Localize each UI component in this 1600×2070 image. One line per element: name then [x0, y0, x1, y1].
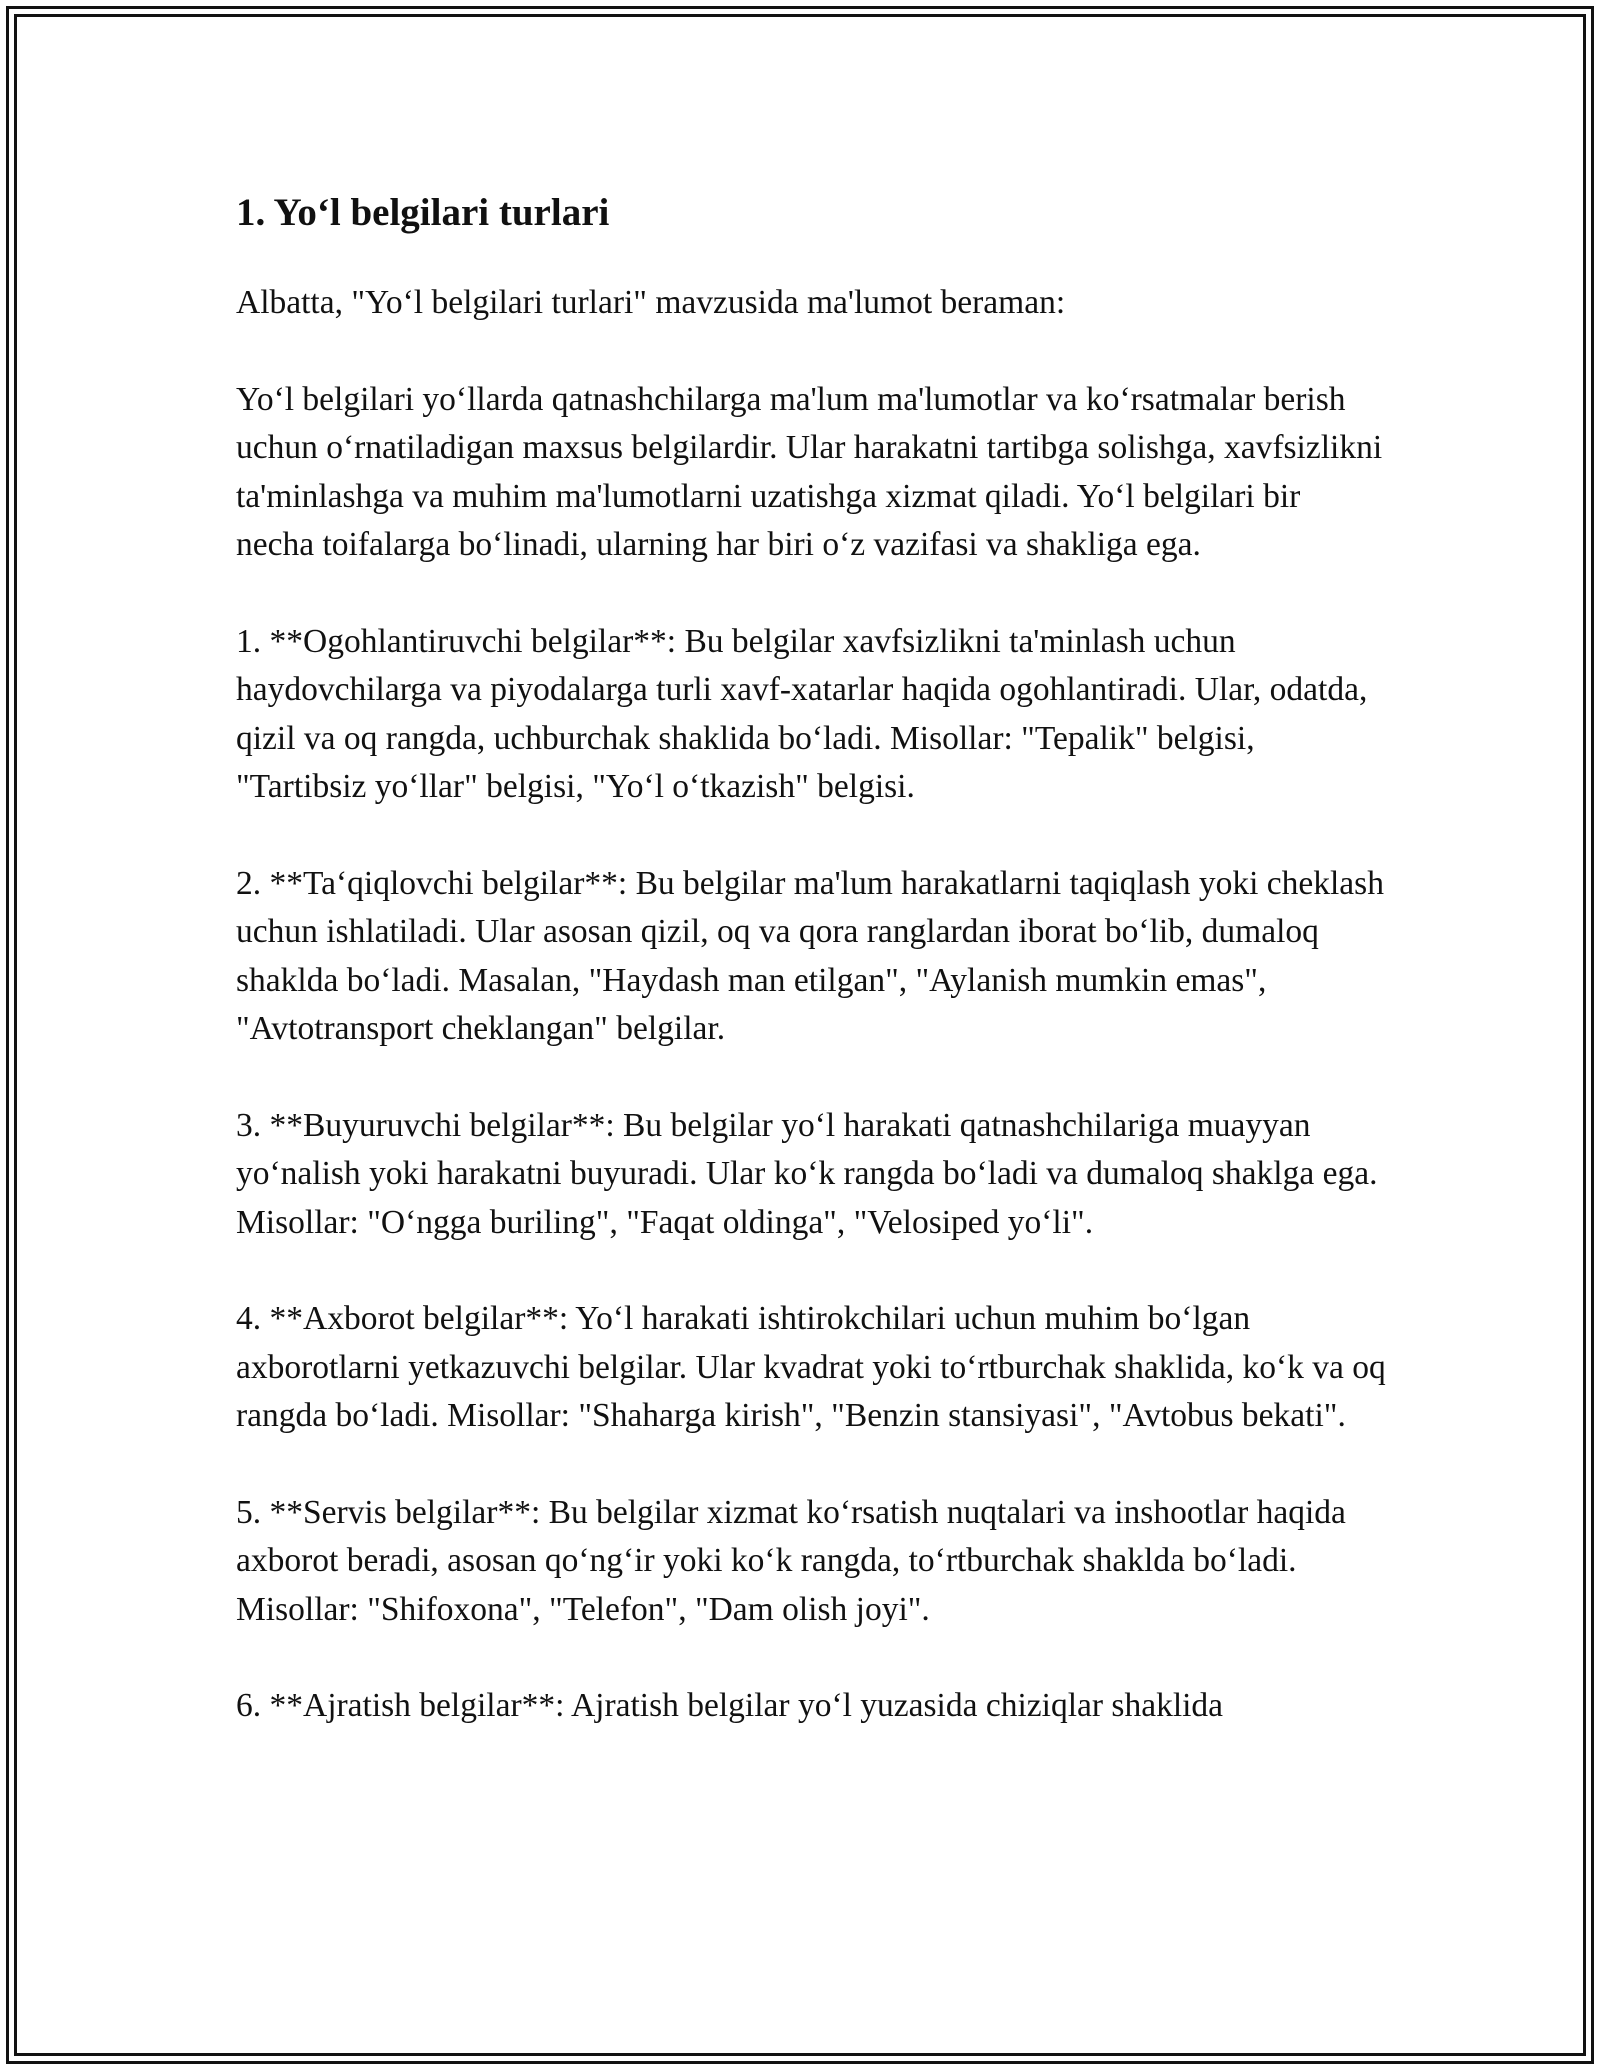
- information-signs-paragraph: 4. **Axborot belgilar**: Yo‘l harakati ishtirokchilari uchun muhim bo‘lgan axborotlarni yetkazuvchi belgilar. Ular kvadrat yoki to‘rtburchak shaklida, ko‘k va oq rangda bo‘ladi. Misollar: "Shaharga kirish", "Benzin stansiyasi", "Avtobus bekati".: [236, 1300, 1386, 1434]
- intro-line: Albatta, "Yo‘l belgilari turlari" mavzusida ma'lumot beraman:: [236, 284, 1066, 321]
- document-page: [236, 185, 1386, 1779]
- marking-signs-paragraph: 6. **Ajratish belgilar**: Ajratish belgilar yo‘l yuzasida chiziqlar shaklida: [236, 1687, 1224, 1724]
- service-signs-paragraph: 5. **Servis belgilar**: Bu belgilar xizmat ko‘rsatish nuqtalari va inshootlar haqida axborot beradi, asosan qo‘ng‘ir yoki ko‘k rangda, to‘rtburchak shaklda bo‘ladi. Misollar: "Shifoxona", "Telefon", "Dam olish joyi".: [236, 1493, 1346, 1628]
- warning-signs-paragraph: 1. **Ogohlantiruvchi belgilar**: Bu belgilar xavfsizlikni ta'minlash uchun haydovchilarga va piyodalarga turli xavf-xatarlar haqida ogohlantiradi. Ular, odatda, qizil va oq rangda, uchburchak shaklida bo‘ladi. Misollar: "Tepalik" belgisi, "Tartibsiz yo‘llar" belgisi, "Yo‘l o‘tkazish" belgisi.: [236, 622, 1368, 805]
- document-title: 1. Yo‘l belgilari turlari: [236, 191, 610, 234]
- prohibitory-signs-paragraph: 2. **Ta‘qiqlovchi belgilar**: Bu belgilar ma'lum harakatlarni taqiqlash yoki cheklash uchun ishlatiladi. Ular asosan qizil, oq va qora ranglardan iborat bo‘lib, dumaloq shaklda bo‘ladi. Masalan, "Haydash man etilgan", "Aylanish mumkin emas", "Avtotransport cheklangan" belgilar.: [236, 864, 1384, 1047]
- overview-paragraph: Yo‘l belgilari yo‘llarda qatnashchilarga ma'lum ma'lumotlar va ko‘rsatmalar berish uchun o‘rnatiladigan maxsus belgilardir. Ular harakatni tartibga solishga, xavfsizlikni ta'minlashga va muhim ma'lumotlarni uzatishga xizmat qiladi. Yo‘l belgilari bir necha toifalarga bo‘linadi, ularning har biri o‘z vazifasi va shakliga ega.: [236, 380, 1383, 563]
- mandatory-signs-paragraph: 3. **Buyuruvchi belgilar**: Bu belgilar yo‘l harakati qatnashchilariga muayyan yo‘nalish yoki harakatni buyuradi. Ular ko‘k rangda bo‘ladi va dumaloq shaklga ega. Misollar: "O‘ngga buriling", "Faqat oldinga", "Velosiped yo‘li".: [236, 1106, 1378, 1241]
